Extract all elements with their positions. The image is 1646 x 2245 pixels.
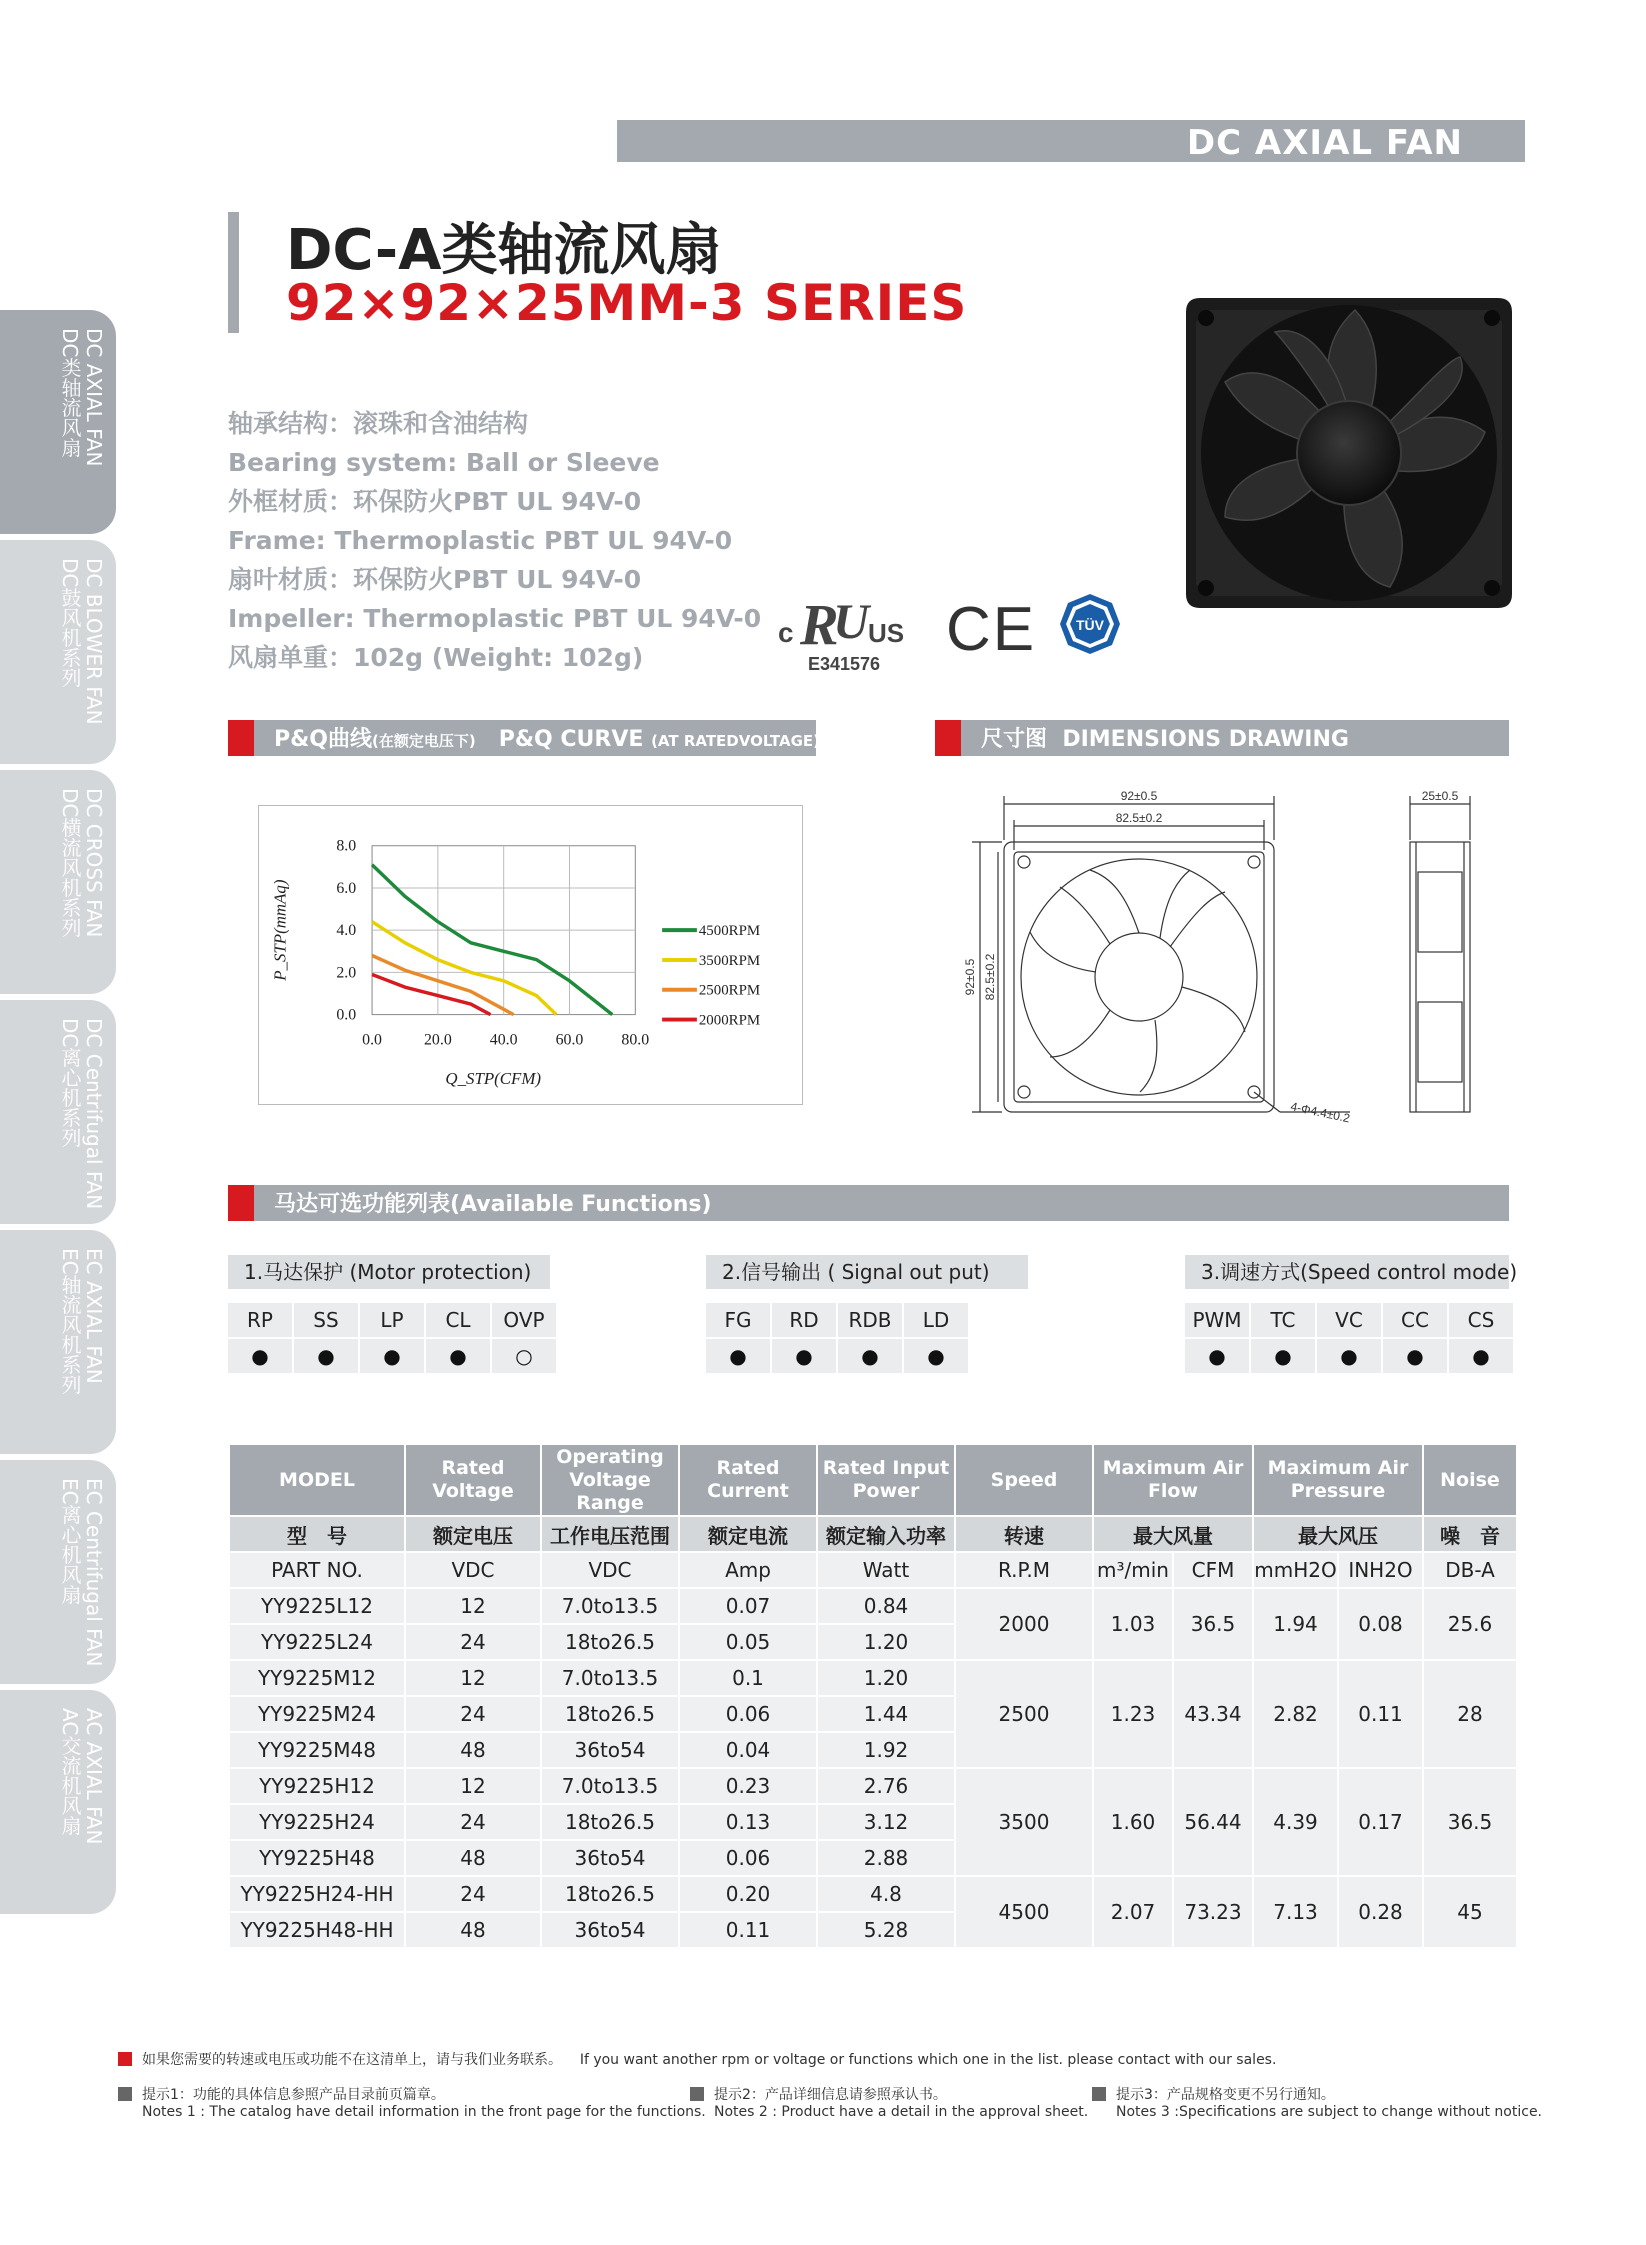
cell: 1.60 xyxy=(1093,1768,1173,1876)
model-cell: YY9225H48-HH xyxy=(229,1912,405,1948)
cell: 2.76 xyxy=(817,1768,955,1804)
cell: 36to54 xyxy=(541,1732,679,1768)
unit-cell: mmH2O xyxy=(1253,1552,1338,1588)
table-row xyxy=(229,1876,1517,1912)
unit-cell: DB-A xyxy=(1423,1552,1517,1588)
cell: 0.05 xyxy=(679,1624,817,1660)
legend-label: 2500RPM xyxy=(698,982,761,999)
section-accent xyxy=(228,1185,254,1221)
pq-title-cn: P&Q曲线 xyxy=(274,727,373,752)
cell: 0.23 xyxy=(679,1768,817,1804)
ul-logo-icon xyxy=(778,592,904,674)
unit-cell: m³/min xyxy=(1093,1552,1173,1588)
cell: 0.84 xyxy=(817,1588,955,1624)
function-group-signal-output xyxy=(706,1255,1028,1373)
cell: 73.23 xyxy=(1173,1876,1253,1948)
cell: 0.08 xyxy=(1338,1588,1423,1660)
spec-table xyxy=(228,1443,1518,1949)
unit-cell: CFM xyxy=(1173,1552,1253,1588)
side-tab-label-cn: EC轴流风机系列 xyxy=(58,1248,82,1395)
function-mark: ● xyxy=(706,1339,770,1373)
side-tab-label-cn: DC离心机系列 xyxy=(58,1018,82,1148)
dim-inner-width: 82.5±0.2 xyxy=(1115,811,1163,825)
model-cell: YY9225M48 xyxy=(229,1732,405,1768)
side-tab-label-en: AC AXIAL FAN xyxy=(82,1708,106,1845)
pq-curve-section-header xyxy=(228,720,821,756)
note-3-cn: 提示3：产品规格变更不另行通知。 xyxy=(1116,2087,1335,2103)
note-2-en: Notes 2 : Product have a detail in the approval sheet. xyxy=(714,2104,1089,2120)
x-tick-label: 40.0 xyxy=(489,1031,518,1049)
model-cell: YY9225H24 xyxy=(229,1804,405,1840)
side-tab-label-cn: AC交流机风扇 xyxy=(58,1708,82,1836)
spec-list xyxy=(228,404,761,677)
cell: 0.06 xyxy=(679,1696,817,1732)
cell: 1.20 xyxy=(817,1660,955,1696)
cell: 12 xyxy=(405,1768,541,1804)
x-tick-label: 0.0 xyxy=(362,1031,382,1049)
cell: 0.07 xyxy=(679,1588,817,1624)
model-cell: YY9225M24 xyxy=(229,1696,405,1732)
svg-text:E341576: E341576 xyxy=(808,654,881,674)
cell: 24 xyxy=(405,1876,541,1912)
function-label: LD xyxy=(904,1303,968,1337)
note-1-en: Notes 1 : The catalog have detail information in the front page for the functions. xyxy=(142,2104,706,2120)
function-mark: ● xyxy=(426,1339,490,1373)
side-tab-ac-axial-fan[interactable] xyxy=(0,1690,116,1914)
pq-title-en: P&Q CURVE xyxy=(498,727,644,752)
function-mark: ● xyxy=(228,1339,292,1373)
speed-cell: 3500 xyxy=(955,1768,1093,1876)
function-mark: ● xyxy=(1251,1339,1315,1373)
dim-hole: 4-Φ4.4±0.2 xyxy=(1289,1099,1352,1126)
model-cell: YY9225H24-HH xyxy=(229,1876,405,1912)
spec-frame-en: Frame: Thermoplastic PBT UL 94V-0 xyxy=(228,526,733,555)
note-main-en: If you want another rpm or voltage or functions which one in the list. please contact with our sales. xyxy=(579,2052,1277,2068)
dims-title-cn: 尺寸图 xyxy=(981,727,1048,752)
pq-title-en-small: (AT RATEDVOLTAGE) xyxy=(651,732,821,750)
col-header-rated-input-power: Rated Input Power xyxy=(817,1444,955,1516)
cell: 18to26.5 xyxy=(541,1696,679,1732)
spec-impeller-en: Impeller: Thermoplastic PBT UL 94V-0 xyxy=(228,604,762,633)
cell: 25.6 xyxy=(1423,1588,1517,1660)
function-mark: ● xyxy=(772,1339,836,1373)
function-group-title: 1.马达保护 (Motor protection) xyxy=(228,1255,550,1289)
svg-text:US: US xyxy=(868,618,905,648)
cell: 0.13 xyxy=(679,1804,817,1840)
speed-cell: 2500 xyxy=(955,1660,1093,1768)
unit-cell: Amp xyxy=(679,1552,817,1588)
legend-label: 3500RPM xyxy=(698,952,761,969)
cell: 4.8 xyxy=(817,1876,955,1912)
note-3-en: Notes 3 :Specifications are subject to change without notice. xyxy=(1116,2104,1543,2120)
cell: 0.04 xyxy=(679,1732,817,1768)
function-label: OVP xyxy=(492,1303,556,1337)
col-header-model: MODEL xyxy=(229,1444,405,1516)
side-tab-dc-blower-fan[interactable] xyxy=(0,540,116,764)
tuv-logo-icon xyxy=(1060,594,1120,654)
table-row xyxy=(229,1588,1517,1624)
y-tick-label: 8.0 xyxy=(336,837,357,855)
spec-bearing-cn: 轴承结构：滚珠和含油结构 xyxy=(228,409,529,438)
y-tick-label: 4.0 xyxy=(336,922,357,940)
note-2-cn: 提示2：产品详细信息请参照承认书。 xyxy=(714,2087,947,2103)
cell: 45 xyxy=(1423,1876,1517,1948)
top-banner xyxy=(617,120,1525,162)
function-label: FG xyxy=(706,1303,770,1337)
unit-cell: Watt xyxy=(817,1552,955,1588)
cell: 12 xyxy=(405,1660,541,1696)
chart-xlabel: Q_STP(CFM) xyxy=(445,1069,542,1089)
series-line-2500RPM xyxy=(372,955,513,1014)
svg-text:TÜV: TÜV xyxy=(1076,617,1104,633)
cell: 43.34 xyxy=(1173,1660,1253,1768)
pq-title-cn-small: (在额定电压下) xyxy=(372,732,476,750)
legend-label: 4500RPM xyxy=(698,923,761,940)
cell: 0.1 xyxy=(679,1660,817,1696)
cell: 36.5 xyxy=(1173,1588,1253,1660)
col-header-air-pressure: Maximum Air Pressure xyxy=(1253,1444,1423,1516)
cell: 18to26.5 xyxy=(541,1804,679,1840)
cell: 28 xyxy=(1423,1660,1517,1768)
function-group-motor-protection xyxy=(228,1255,558,1373)
function-label: VC xyxy=(1317,1303,1381,1337)
cell: 1.03 xyxy=(1093,1588,1173,1660)
function-group-speed-control xyxy=(1185,1255,1518,1373)
function-label: RP xyxy=(228,1303,292,1337)
speed-cell: 4500 xyxy=(955,1876,1093,1948)
section-accent xyxy=(228,720,254,756)
note-marker-red xyxy=(118,2052,132,2066)
side-tab-label-cn: DC横流风机系列 xyxy=(58,788,82,938)
dim-thickness: 25±0.5 xyxy=(1421,789,1459,803)
cell: 2.82 xyxy=(1253,1660,1338,1768)
col-header-cn: 最大风压 xyxy=(1253,1516,1423,1552)
cell: 56.44 xyxy=(1173,1768,1253,1876)
spec-impeller-cn: 扇叶材质：环保防火PBT UL 94V-0 xyxy=(228,565,642,594)
functions-section-header xyxy=(228,1185,1509,1221)
page-title-en: 92×92×25MM-3 SERIES xyxy=(286,274,968,332)
table-row xyxy=(229,1660,1517,1696)
cell: 0.06 xyxy=(679,1840,817,1876)
col-header-cn: 噪 音 xyxy=(1423,1516,1517,1552)
cell: 24 xyxy=(405,1624,541,1660)
ce-mark-icon xyxy=(946,595,1036,664)
side-tab-label-cn: EC离心机风扇 xyxy=(58,1478,82,1605)
svg-text:R: R xyxy=(800,592,839,657)
function-label: SS xyxy=(294,1303,358,1337)
page-title-cn: DC-A类轴流风扇 xyxy=(286,218,722,283)
cell: 18to26.5 xyxy=(541,1624,679,1660)
cell: 12 xyxy=(405,1588,541,1624)
chart-ylabel: P_STP(mmAq) xyxy=(270,879,290,981)
model-cell: YY9225H48 xyxy=(229,1840,405,1876)
note-marker xyxy=(1092,2087,1106,2101)
model-cell: YY9225H12 xyxy=(229,1768,405,1804)
x-tick-label: 60.0 xyxy=(555,1031,584,1049)
side-tab-label-en: DC CROSS FAN xyxy=(82,788,106,938)
pq-curve-chart xyxy=(258,805,803,1105)
cell: 7.13 xyxy=(1253,1876,1338,1948)
dim-outer-width: 92±0.5 xyxy=(1120,789,1158,803)
side-tab-dc-cross-fan[interactable] xyxy=(0,770,116,994)
banner-title: DC AXIAL FAN xyxy=(1186,123,1463,163)
cell: 7.0to13.5 xyxy=(541,1660,679,1696)
col-header-noise: Noise xyxy=(1423,1444,1517,1516)
function-label: PWM xyxy=(1185,1303,1249,1337)
svg-text:c: c xyxy=(778,617,794,648)
side-tab-label-en: DC AXIAL FAN xyxy=(82,328,106,467)
cell: 5.28 xyxy=(817,1912,955,1948)
col-header-cn: 额定电流 xyxy=(679,1516,817,1552)
col-header-cn: 型 号 xyxy=(229,1516,405,1552)
unit-cell: VDC xyxy=(541,1552,679,1588)
side-tab-label-cn: DC鼓风机系列 xyxy=(58,558,82,688)
model-cell: YY9225L24 xyxy=(229,1624,405,1660)
cell: 48 xyxy=(405,1840,541,1876)
cell: 2.88 xyxy=(817,1840,955,1876)
svg-text:CE: CE xyxy=(946,595,1037,664)
cell: 1.20 xyxy=(817,1624,955,1660)
title-accent-bar xyxy=(228,212,239,333)
function-mark: ● xyxy=(360,1339,424,1373)
cell: 0.20 xyxy=(679,1876,817,1912)
function-mark: ○ xyxy=(492,1339,556,1373)
note-1-cn: 提示1：功能的具体信息参照产品目录前页篇章。 xyxy=(142,2087,445,2103)
col-header-air-flow: Maximum Air Flow xyxy=(1093,1444,1253,1516)
spec-bearing-en: Bearing system: Ball or Sleeve xyxy=(228,448,660,477)
function-label: CC xyxy=(1383,1303,1447,1337)
function-label: CS xyxy=(1449,1303,1513,1337)
side-tab-label-cn: DC类轴流风扇 xyxy=(58,328,82,458)
unit-cell: VDC xyxy=(405,1552,541,1588)
function-mark: ● xyxy=(1185,1339,1249,1373)
function-group-title: 3.调速方式(Speed control mode) xyxy=(1185,1255,1509,1289)
side-tab-ec-centrifugal-fan[interactable] xyxy=(0,1460,116,1684)
cell: 48 xyxy=(405,1912,541,1948)
table-row xyxy=(229,1768,1517,1804)
function-mark: ● xyxy=(904,1339,968,1373)
function-mark: ● xyxy=(838,1339,902,1373)
side-tab-label-en: DC Centrifugal FAN xyxy=(82,1018,106,1210)
certification-logos xyxy=(778,590,1128,678)
col-header-cn: 转速 xyxy=(955,1516,1093,1552)
fan-product-image xyxy=(1180,292,1518,614)
cell: 18to26.5 xyxy=(541,1876,679,1912)
cell: 1.94 xyxy=(1253,1588,1338,1660)
cell: 0.11 xyxy=(1338,1660,1423,1768)
section-accent xyxy=(935,720,961,756)
function-mark: ● xyxy=(294,1339,358,1373)
cell: 7.0to13.5 xyxy=(541,1588,679,1624)
side-tab-label-en: DC BLOWER FAN xyxy=(82,558,106,725)
functions-title: 马达可选功能列表(Available Functions) xyxy=(274,1192,712,1217)
cell: 1.92 xyxy=(817,1732,955,1768)
function-label: RDB xyxy=(838,1303,902,1337)
note-marker xyxy=(118,2087,132,2101)
dims-title-en: DIMENSIONS DRAWING xyxy=(1062,727,1349,752)
spec-frame-cn: 外框材质：环保防火PBT UL 94V-0 xyxy=(228,487,642,516)
model-cell: YY9225M12 xyxy=(229,1660,405,1696)
function-mark: ● xyxy=(1449,1339,1513,1373)
col-header-cn: 额定电压 xyxy=(405,1516,541,1552)
y-tick-label: 2.0 xyxy=(336,964,357,982)
cell: 24 xyxy=(405,1696,541,1732)
function-label: RD xyxy=(772,1303,836,1337)
note-marker xyxy=(690,2087,704,2101)
side-tab-label-en: EC AXIAL FAN xyxy=(82,1248,106,1384)
col-header-cn: 工作电压范围 xyxy=(541,1516,679,1552)
svg-text:U: U xyxy=(833,593,870,649)
x-tick-label: 20.0 xyxy=(423,1031,452,1049)
model-cell: YY9225L12 xyxy=(229,1588,405,1624)
col-header-operating-voltage: Operating Voltage Range xyxy=(541,1444,679,1516)
speed-cell: 2000 xyxy=(955,1588,1093,1660)
cell: 0.17 xyxy=(1338,1768,1423,1876)
cell: 1.44 xyxy=(817,1696,955,1732)
note-main xyxy=(142,2049,1276,2069)
y-tick-label: 6.0 xyxy=(336,879,357,897)
cell: 7.0to13.5 xyxy=(541,1768,679,1804)
cell: 1.23 xyxy=(1093,1660,1173,1768)
side-tab-dc-axial-fan[interactable] xyxy=(0,310,116,534)
cell: 0.11 xyxy=(679,1912,817,1948)
col-header-rated-voltage: Rated Voltage xyxy=(405,1444,541,1516)
side-tab-label-en: EC Centrifugal FAN xyxy=(82,1478,106,1667)
x-tick-label: 80.0 xyxy=(621,1031,650,1049)
cell: 4.39 xyxy=(1253,1768,1338,1876)
note-main-cn: 如果您需要的转速或电压或功能不在这清单上，请与我们业务联系。 xyxy=(142,2052,562,2068)
function-label: TC xyxy=(1251,1303,1315,1337)
function-group-title: 2.信号输出 ( Signal out put) xyxy=(706,1255,1028,1289)
cell: 3.12 xyxy=(817,1804,955,1840)
cell: 2.07 xyxy=(1093,1876,1173,1948)
spec-weight: 风扇单重：102g (Weight: 102g) xyxy=(228,643,644,672)
function-mark: ● xyxy=(1317,1339,1381,1373)
cell: 48 xyxy=(405,1732,541,1768)
side-tab-ec-axial-fan[interactable] xyxy=(0,1230,116,1454)
col-header-cn: 额定输入功率 xyxy=(817,1516,955,1552)
dimensions-drawing xyxy=(950,782,1510,1132)
unit-cell: PART NO. xyxy=(229,1552,405,1588)
cell: 36to54 xyxy=(541,1912,679,1948)
dim-inner-height: 82.5±0.2 xyxy=(983,953,997,1001)
function-label: CL xyxy=(426,1303,490,1337)
col-header-cn: 最大风量 xyxy=(1093,1516,1253,1552)
dimensions-section-header xyxy=(935,720,1509,756)
col-header-rated-current: Rated Current xyxy=(679,1444,817,1516)
function-label: LP xyxy=(360,1303,424,1337)
cell: 36to54 xyxy=(541,1840,679,1876)
col-header-speed: Speed xyxy=(955,1444,1093,1516)
series-line-4500RPM xyxy=(372,865,612,1015)
function-mark: ● xyxy=(1383,1339,1447,1373)
y-tick-label: 0.0 xyxy=(336,1006,357,1024)
cell: 0.28 xyxy=(1338,1876,1423,1948)
cell: 36.5 xyxy=(1423,1768,1517,1876)
unit-cell: INH2O xyxy=(1338,1552,1423,1588)
cell: 24 xyxy=(405,1804,541,1840)
side-tab-dc-centrifugal-fan[interactable] xyxy=(0,1000,116,1224)
dim-outer-height: 92±0.5 xyxy=(963,958,977,996)
legend-label: 2000RPM xyxy=(698,1012,761,1029)
unit-cell: R.P.M xyxy=(955,1552,1093,1588)
